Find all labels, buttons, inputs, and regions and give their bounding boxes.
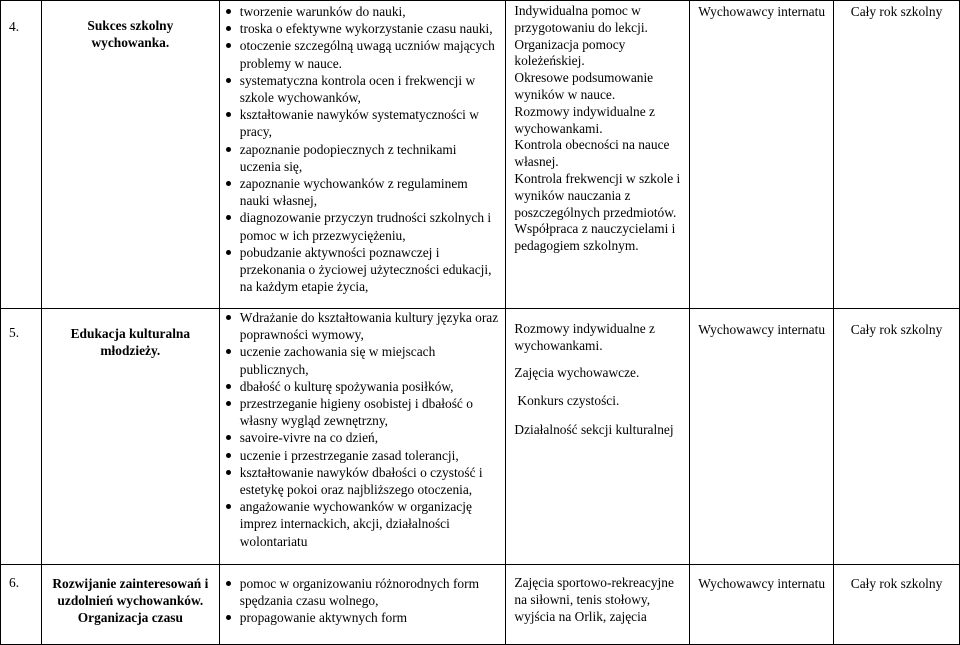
form-item: Okresowe podsumowanie wyników w nauce.: [514, 70, 654, 102]
form-item: Konkurs czystości.: [517, 393, 620, 409]
row-number: 5.: [1, 309, 42, 565]
form-item: Kontrola obecności na nauce własnej.: [514, 137, 670, 170]
list-item: uczenie zachowania się w miejscach publicznych,: [240, 343, 500, 377]
form-item: Indywidualna pomoc w przygotowaniu do lekcji.: [514, 3, 648, 35]
list-item: dbałość o kulturę spożywania posiłków,: [240, 378, 500, 395]
area-cell: [41, 565, 219, 645]
table-row: [1, 565, 960, 645]
list-item: zapoznanie wychowanków z regulaminem nauki własnej,: [240, 175, 500, 209]
form-item: Zajęcia wychowawcze.: [514, 364, 640, 380]
form-item: Kontrola frekwencji w szkole i wyników nauczania z poszczególnych przedmiotów.: [514, 170, 681, 220]
form-item: Działalność sekcji kulturalnej: [514, 422, 674, 438]
area-cell: [41, 1, 219, 309]
form-item: Współpraca z nauczycielami i pedagogiem szkolnym.: [514, 221, 676, 254]
list-item: tworzenie warunków do nauki,: [240, 3, 500, 20]
list-item: przestrzeganie higieny osobistej i dbałość o własny wygląd zewnętrzny,: [240, 395, 500, 429]
list-item: otoczenie szczególną uwagą uczniów mających problemy w nauce.: [240, 37, 500, 71]
form-item: Rozmowy indywidualne z wychowankami.: [514, 321, 655, 353]
list-item: angażowanie wychowanków w organizację imprez internackich, akcji, działalności wolontariatu: [240, 498, 500, 550]
list-item: systematyczna kontrola ocen i frekwencji w szkole wychowanków,: [240, 72, 500, 106]
area-line: młodzieży.: [100, 343, 161, 358]
tasks-cell: [219, 309, 506, 565]
tasks-list: [220, 3, 506, 295]
list-item: pomoc w organizowaniu różnorodnych form spędzania czasu wolnego,: [240, 575, 500, 609]
list-item: zapoznanie podopiecznych z technikami uczenia się,: [240, 141, 500, 175]
form-item: Rozmowy indywidualne z wychowankami.: [514, 103, 655, 136]
list-item: diagnozowanie przyczyn trudności szkolnych i pomoc w ich przezwyciężeniu,: [240, 209, 500, 243]
list-item: uczenie i przestrzeganie zasad tolerancji,: [240, 447, 500, 464]
table-row: [1, 309, 960, 565]
area-line: wychowanka.: [91, 35, 170, 50]
forms-cell: [506, 309, 690, 565]
list-item: kształtowanie nawyków systematyczności w pracy,: [240, 106, 500, 140]
responsible-cell: Wychowawcy internatu: [690, 1, 834, 309]
term-cell: Cały rok szkolny: [834, 309, 960, 565]
area-line: Rozwijanie zainteresowań i: [52, 576, 209, 591]
row-number: 4.: [1, 1, 42, 309]
list-item: Wdrażanie do kształtowania kultury języka oraz poprawności wymowy,: [239, 310, 499, 343]
list-item: troska o efektywne wykorzystanie czasu nauki,: [240, 20, 500, 37]
area-cell: [41, 309, 219, 565]
tasks-cell: [219, 1, 506, 309]
tasks-list: [220, 309, 506, 550]
forms-cell: [506, 1, 690, 309]
list-item: propagowanie aktywnych form: [240, 609, 500, 626]
responsible-cell: Wychowawcy internatu: [690, 309, 834, 565]
table-row: [1, 1, 960, 309]
list-item: savoire-vivre na co dzień,: [240, 429, 500, 446]
responsible-cell: Wychowawcy internatu: [690, 565, 834, 645]
form-item: Zajęcia sportowo-rekreacyjne na siłowni, tenis stołowy, wyjścia na Orlik, zajęcia: [514, 575, 674, 624]
area-line: Sukces szkolny: [87, 18, 174, 33]
tasks-cell: [219, 565, 506, 645]
term-cell: Cały rok szkolny: [834, 565, 960, 645]
term-cell: Cały rok szkolny: [834, 1, 960, 309]
forms-cell: [506, 565, 690, 645]
tasks-list: [220, 575, 506, 627]
list-item: pobudzanie aktywności poznawczej i przekonania o życiowej użyteczności edukacji, na każdym etapie życia,: [240, 244, 500, 296]
area-line: Edukacja kulturalna: [70, 326, 191, 341]
area-line: uzdolnień wychowanków.: [57, 593, 204, 608]
form-item: Organizacja pomocy koleżeńskiej.: [514, 36, 626, 69]
row-number: 6.: [1, 565, 42, 645]
area-line: Organizacja czasu: [77, 610, 183, 625]
list-item: kształtowanie nawyków dbałości o czystość i estetykę pokoi oraz najbliższego otoczenia,: [240, 464, 500, 498]
